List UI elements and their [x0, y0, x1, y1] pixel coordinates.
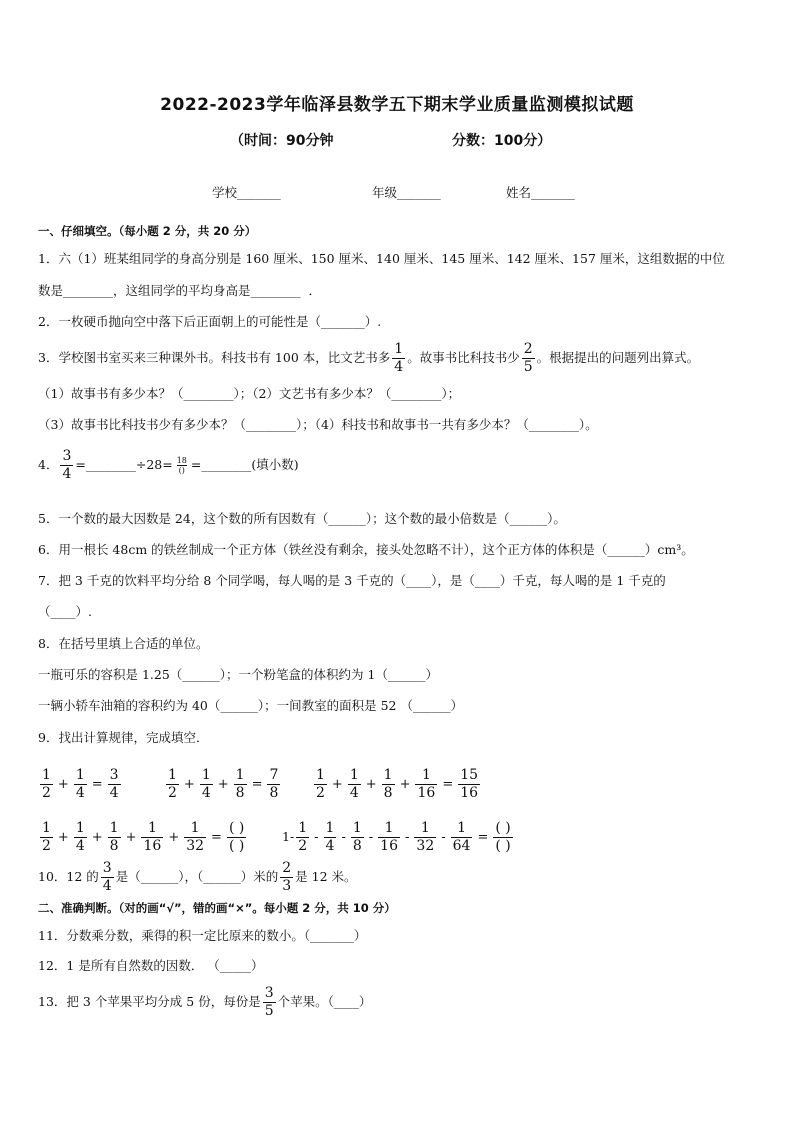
q9-e5-term-1-denominator: 2 [298, 838, 308, 854]
q9-e4-term-4-numerator: 1 [147, 820, 157, 836]
grade-field [372, 183, 441, 201]
q3-fraction-2 [522, 341, 535, 376]
q9-e1-term-2-numerator: 1 [75, 767, 85, 783]
q3-f2-denominator: 5 [523, 359, 533, 375]
q9-expression-2 [164, 764, 282, 805]
q9-e5-operator: - [368, 830, 374, 845]
q9-e2-term-2-denominator: 4 [201, 785, 211, 801]
q9-e3-term-1-numerator: 1 [316, 767, 325, 783]
question-3-sub-3-4: （3）故事书比科技书少有多少本？（________）；（4）科技书和故事书一共有多少本？（________）。 [38, 417, 598, 432]
section-1-heading: 一、仔细填空。（每小题 2 分，共 20 分） [38, 224, 257, 238]
q4-text-a: =________÷28= [75, 457, 173, 472]
q9-e4-term-5-numerator: 1 [190, 820, 200, 836]
exam-time: （时间：90分钟 [230, 133, 334, 149]
q10-f1-numerator: 3 [102, 860, 112, 876]
q3-text-c: 。根据提出的问题列出算式。 [536, 350, 700, 365]
q9-e4-term-1-denominator: 2 [42, 838, 51, 854]
q9-e4-term-2-numerator: 1 [75, 820, 85, 836]
q9-e5-term-3-denominator: 8 [352, 838, 362, 854]
q9-e4-term-1 [40, 820, 53, 855]
q9-e3-term-2-denominator: 4 [349, 785, 359, 801]
q9-e2-equals: = [251, 777, 263, 792]
q9-e4-operator: + [168, 830, 180, 845]
q10-fraction-1 [101, 860, 114, 895]
question-5: 5．一个数的最大因数是 24，这个数的所有因数有（______）；这个数的最小倍数是（______）。 [38, 511, 566, 526]
q9-e5-result-denominator: ( ) [495, 838, 511, 854]
q9-expression-5 [282, 817, 515, 858]
q9-e4-result-denominator: ( ) [228, 838, 245, 854]
q3-f2-numerator: 2 [523, 341, 533, 357]
q9-e2-operator: + [217, 777, 229, 792]
q9-e5-term-2-numerator: 1 [325, 820, 335, 836]
q9-e5-term-4-denominator: 16 [380, 838, 398, 854]
q9-e4-result [227, 820, 246, 855]
question-8-line-2: 一辆小轿车油箱的容积约为 40（______）；一间教室的面积是 52 （______） [38, 698, 463, 713]
q9-e1-result-numerator: 3 [109, 767, 119, 783]
school-label: 学校 [212, 185, 238, 200]
q10-f2-numerator: 2 [282, 860, 292, 876]
q9-e4-term-3-denominator: 8 [109, 838, 119, 854]
q9-e2-term-1-denominator: 2 [168, 785, 177, 801]
school-blank: _______ [237, 185, 281, 200]
q4-small-numerator: 18 [176, 456, 187, 465]
q9-e5-term-4 [378, 820, 400, 855]
exam-score: 分数：100分） [452, 133, 552, 149]
question-8-title: 8．在括号里填上合适的单位。 [38, 636, 209, 651]
question-10 [38, 860, 357, 895]
q9-e2-term-2-numerator: 1 [201, 767, 211, 783]
q9-e3-term-2 [348, 767, 361, 802]
q9-e4-result-numerator: ( ) [228, 820, 245, 836]
q9-e3-result [458, 767, 480, 802]
question-11: 11．分数乘分数，乘得的积一定比原来的数小。（_______） [38, 928, 367, 943]
question-7-line-2: （____）. [38, 604, 92, 619]
q4-text-b: =________(填小数) [190, 457, 299, 472]
q9-e5-term-1-numerator: 1 [298, 820, 308, 836]
question-1-line-1: 1．六（1）班某组同学的身高分别是 160 厘米、150 厘米、140 厘米、145 厘米、142 厘米、157 厘米，这组数据的中位 [38, 251, 725, 266]
question-4 [38, 448, 299, 483]
q9-e5-term-5-numerator: 1 [420, 820, 430, 836]
q9-e3-term-2-numerator: 1 [349, 767, 359, 783]
q9-e5-term-3-numerator: 1 [352, 820, 362, 836]
q9-e5-equals: = [477, 830, 489, 845]
q9-e5-term-1 [296, 820, 309, 855]
q9-e1-term-1-numerator: 1 [42, 767, 51, 783]
grade-label: 年级 [372, 185, 398, 200]
name-blank: _______ [531, 185, 575, 200]
q9-expression-4 [38, 817, 248, 858]
q9-e2-result-numerator: 7 [269, 767, 279, 783]
q9-e1-operator: + [57, 777, 69, 792]
q9-e5-operator: - [441, 830, 446, 845]
name-label: 姓名 [506, 185, 532, 200]
q9-e2-result-denominator: 8 [269, 785, 279, 801]
q9-e3-result-numerator: 15 [460, 767, 479, 783]
q10-fraction-2 [280, 860, 293, 895]
q9-e2-operator: + [183, 777, 195, 792]
q9-e5-operator: - [341, 830, 346, 845]
q13-denominator: 5 [264, 1003, 274, 1019]
q3-f1-numerator: 1 [394, 341, 404, 357]
q9-e3-term-4 [415, 767, 437, 802]
q9-e5-term-5 [414, 820, 436, 855]
q9-e5-term-6-numerator: 1 [457, 820, 467, 836]
q9-expression-3 [312, 764, 482, 805]
q9-e5-lead: 1- [282, 829, 295, 844]
q9-e3-term-4-numerator: 1 [421, 767, 431, 783]
question-8-line-1: 一瓶可乐的容积是 1.25（______）；一个粉笔盒的体积约为 1（______） [38, 667, 438, 682]
question-3-stem [38, 341, 699, 376]
q9-e1-result [108, 767, 121, 802]
q9-e3-term-3 [382, 767, 395, 802]
q9-e2-term-3-numerator: 1 [235, 767, 245, 783]
q9-e4-operator: + [91, 830, 103, 845]
q13-numerator: 3 [264, 985, 274, 1001]
q1-text-c: ． [308, 283, 321, 298]
q9-e5-result-numerator: ( ) [495, 820, 511, 836]
q10-f2-denominator: 3 [282, 878, 292, 894]
q9-e4-term-2-denominator: 4 [75, 838, 85, 854]
q9-e4-term-1-numerator: 1 [42, 820, 51, 836]
q9-e4-term-3-numerator: 1 [109, 820, 119, 836]
q9-e3-term-4-denominator: 16 [417, 785, 436, 801]
q9-e2-term-2 [200, 767, 213, 802]
q10-text-a: 10．12 的 [38, 869, 99, 884]
q3-f1-denominator: 4 [394, 359, 404, 375]
q9-e3-operator: + [331, 777, 343, 792]
q3-fraction-1 [392, 341, 405, 376]
q9-e1-term-2-denominator: 4 [75, 785, 85, 801]
question-3-sub-1-2: （1）故事书有多少本？（________）；（2）文艺书有多少本？（________）； [38, 386, 461, 401]
q9-e3-equals: = [442, 777, 454, 792]
q9-e4-term-2 [74, 820, 87, 855]
q4-denominator: 4 [62, 466, 72, 482]
q9-e5-term-6-denominator: 64 [452, 838, 471, 854]
q9-e3-term-3-numerator: 1 [383, 767, 393, 783]
q9-e4-operator: + [57, 830, 69, 845]
q3-text-b: 。故事书比科技书少 [407, 350, 520, 365]
q4-label: 4． [38, 457, 59, 472]
q9-e4-term-5 [184, 820, 206, 855]
q9-e2-term-3-denominator: 8 [235, 785, 245, 801]
q9-e3-operator: + [399, 777, 411, 792]
q4-numerator: 3 [62, 448, 72, 464]
q9-e3-term-1-denominator: 2 [316, 785, 325, 801]
q9-expression-1 [38, 764, 123, 805]
q3-text-a: 3．学校图书室买来三种课外书。科技书有 100 本，比文艺书多 [38, 350, 391, 365]
q9-e5-operator: - [314, 830, 319, 845]
q9-e3-term-3-denominator: 8 [383, 785, 393, 801]
q1-blank-average: ________ [250, 283, 301, 298]
q10-text-c: 是 12 米。 [295, 869, 357, 884]
question-7-line-1: 7．把 3 千克的饮料平均分给 8 个同学喝，每人喝的是 3 千克的（____），是（____）千克，每人喝的是 1 千克的 [38, 573, 666, 588]
q9-e4-term-3 [108, 820, 121, 855]
q9-e5-term-5-denominator: 32 [416, 838, 435, 854]
q9-e2-term-1 [166, 767, 179, 802]
q9-e4-operator: + [125, 830, 137, 845]
q9-e2-result [267, 767, 280, 802]
q9-e5-term-4-numerator: 1 [384, 820, 394, 836]
q9-e4-term-4 [141, 820, 163, 855]
q13-text-b: 个苹果。（____） [277, 994, 372, 1009]
q4-small-denominator: () [178, 466, 185, 475]
q9-e1-term-1 [40, 767, 53, 802]
question-12: 12．1 是所有自然数的因数． （_____） [38, 958, 264, 973]
q9-e1-term-1-denominator: 2 [42, 785, 51, 801]
q9-e3-term-1 [314, 767, 327, 802]
q9-e2-term-3 [234, 767, 247, 802]
q9-e1-equals: = [91, 777, 103, 792]
q9-e4-equals: = [211, 830, 222, 845]
exam-title: 2022-2023学年临泽县数学五下期末学业质量监测模拟试题 [160, 95, 634, 115]
name-field [506, 183, 575, 201]
q9-e5-term-2 [324, 820, 337, 855]
q13-fraction [263, 985, 276, 1020]
q9-e5-term-2-denominator: 4 [325, 838, 335, 854]
section-2-heading: 二、准确判断。（对的画“√”，错的画“×”。每小题 2 分，共 10 分） [38, 901, 396, 915]
school-field [212, 183, 281, 201]
q10-f1-denominator: 4 [102, 878, 112, 894]
q10-text-b: 是（______），（______）米的 [115, 869, 279, 884]
q4-small-fraction [175, 456, 189, 475]
q9-e1-result-denominator: 4 [109, 785, 119, 801]
question-6: 6．用一根长 48cm 的铁丝制成一个正方体（铁丝没有剩余，接头处忽略不计），这个正方体的体积是（______）cm³。 [38, 542, 694, 557]
q1-text-b: ，这组同学的平均身高是 [113, 283, 251, 298]
q9-e3-result-denominator: 16 [460, 785, 479, 801]
q9-e1-term-2 [74, 767, 87, 802]
q9-e4-term-5-denominator: 32 [186, 838, 205, 854]
q13-text-a: 13．把 3 个苹果平均分成 5 份，每份是 [38, 994, 261, 1009]
q9-e5-term-6 [451, 820, 473, 855]
q9-e5-term-3 [351, 820, 364, 855]
q9-e5-result [493, 820, 512, 855]
grade-blank: _______ [397, 185, 441, 200]
q4-fraction [60, 448, 73, 483]
q9-e2-term-1-numerator: 1 [168, 767, 177, 783]
q1-blank-median: ________ [63, 283, 114, 298]
q9-e3-operator: + [365, 777, 377, 792]
question-1-line-2 [38, 282, 321, 300]
q9-e4-term-4-denominator: 16 [143, 838, 162, 854]
question-2: 2．一枚硬币抛向空中落下后正面朝上的可能性是（_______）. [38, 314, 382, 329]
question-9-title: 9．找出计算规律，完成填空． [38, 730, 209, 745]
question-13 [38, 985, 371, 1020]
q9-e5-operator: - [405, 830, 410, 845]
q1-text-a: 数是 [38, 283, 64, 298]
